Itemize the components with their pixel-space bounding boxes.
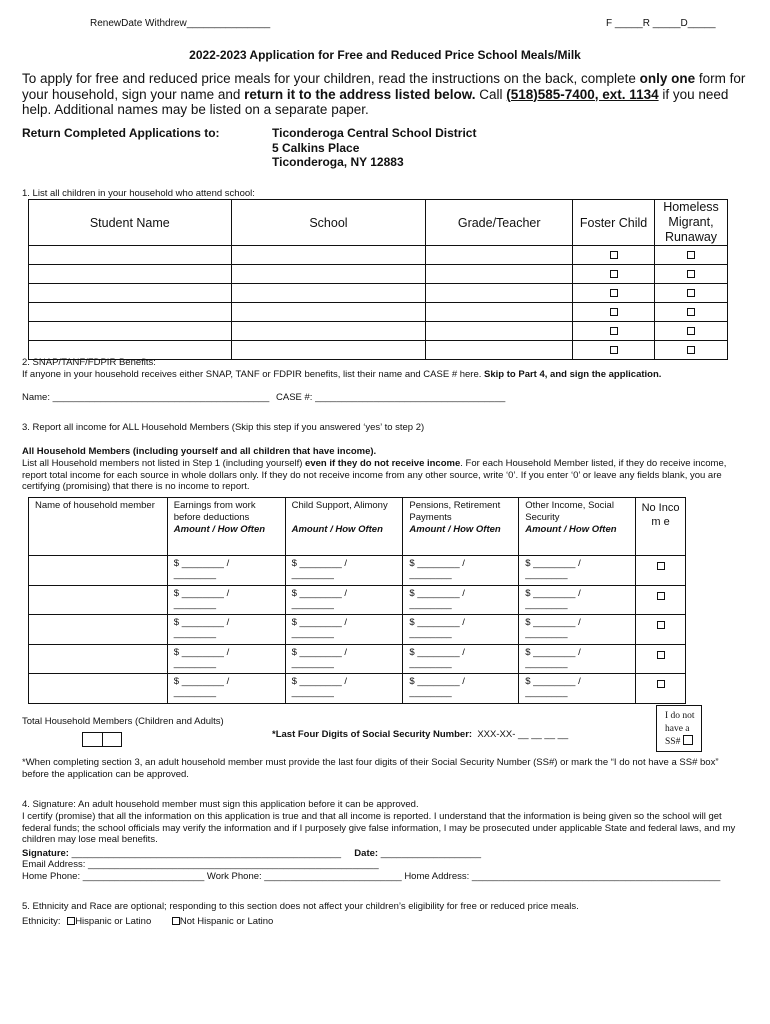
income-row bbox=[29, 556, 686, 586]
amount-cell[interactable]: $ ________ / ________ bbox=[519, 674, 636, 704]
no-ssn-checkbox[interactable] bbox=[683, 735, 693, 745]
member-name-cell[interactable] bbox=[29, 556, 168, 586]
snap-name-field[interactable]: Name: _________________________________________ bbox=[22, 392, 270, 403]
school-cell[interactable] bbox=[231, 265, 426, 284]
member-name-cell[interactable] bbox=[29, 674, 168, 704]
no-income-cell bbox=[636, 644, 686, 674]
amount-cell[interactable]: $ ________ / ________ bbox=[285, 615, 403, 645]
return-label: Return Completed Applications to: bbox=[22, 126, 220, 140]
child-row bbox=[29, 246, 728, 265]
school-cell[interactable] bbox=[231, 303, 426, 322]
student-name-cell[interactable] bbox=[29, 246, 232, 265]
email-field[interactable]: _______________________________________________________ bbox=[88, 859, 379, 870]
no-income-checkbox[interactable] bbox=[657, 680, 665, 688]
amount-cell[interactable]: $ ________ / ________ bbox=[285, 644, 403, 674]
no-income-checkbox[interactable] bbox=[657, 621, 665, 629]
col-school: School bbox=[231, 200, 426, 246]
student-name-cell[interactable] bbox=[29, 303, 232, 322]
no-ssn-box: I do not have a SS# bbox=[656, 705, 702, 752]
homeless-checkbox[interactable] bbox=[687, 289, 695, 297]
foster-cell bbox=[573, 246, 655, 265]
member-name-cell[interactable] bbox=[29, 644, 168, 674]
step3-bold-heading: All Household Members (including yourself and all children that have income). bbox=[22, 446, 377, 457]
amount-cell[interactable]: $ ________ / ________ bbox=[167, 674, 285, 704]
amount-cell[interactable]: $ ________ / ________ bbox=[403, 585, 519, 615]
foster-checkbox[interactable] bbox=[610, 308, 618, 316]
no-income-checkbox[interactable] bbox=[657, 562, 665, 570]
col-foster-child: Foster Child bbox=[573, 200, 655, 246]
grade-teacher-cell[interactable] bbox=[426, 303, 573, 322]
grade-teacher-cell[interactable] bbox=[426, 322, 573, 341]
amount-cell[interactable]: $ ________ / ________ bbox=[403, 556, 519, 586]
step3-instructions: List all Household members not listed in Step 1 (including yourself) even if they do not receive income. For each Household Member listed, if they do receive income, report total income for each source in whole dollars only. If they do not receive income from any other source, write ‘0’. If you enter ‘0’ or leave any fields blank, you are certifying (promising) that there is no income to report. bbox=[22, 458, 727, 492]
foster-checkbox[interactable] bbox=[610, 289, 618, 297]
student-name-cell[interactable] bbox=[29, 284, 232, 303]
foster-checkbox[interactable] bbox=[610, 346, 618, 354]
school-cell[interactable] bbox=[231, 246, 426, 265]
col-other-income: Other Income, Social Security Amount / How Often bbox=[519, 498, 636, 556]
amount-cell[interactable]: $ ________ / ________ bbox=[519, 556, 636, 586]
col-pensions: Pensions, Retirement Payments Amount / How Often bbox=[403, 498, 519, 556]
intro-paragraph: To apply for free and reduced price meals for your children, read the instructions on the back, complete only one form for your household, sign your name and return it to the address listed below. Call (518)585-7400, ext. 1134 if you need help. Additional names may be listed on a separate paper. bbox=[22, 71, 746, 117]
foster-checkbox[interactable] bbox=[610, 251, 618, 259]
col-household-member: Name of household member bbox=[29, 498, 168, 556]
ssn-note: *When completing section 3, an adult household member must provide the last four digits of their Social Security Number (SS#) or mark the “I do not have a SS# box” before the application can be approved. bbox=[22, 757, 719, 780]
work-phone-field[interactable]: __________________________ bbox=[264, 871, 402, 882]
income-row bbox=[29, 615, 686, 645]
email-row: Email Address: _______________________________________________________ bbox=[22, 859, 379, 870]
phone-link[interactable]: (518)585-7400, ext. 1134 bbox=[506, 86, 659, 102]
amount-cell[interactable]: $ ________ / ________ bbox=[519, 585, 636, 615]
no-income-cell bbox=[636, 674, 686, 704]
child-row bbox=[29, 284, 728, 303]
children-table bbox=[28, 199, 728, 360]
income-row bbox=[29, 585, 686, 615]
step2-text: If anyone in your household receives either SNAP, TANF or FDPIR benefits, list their name and CASE # here. Skip to Part 4, and sign the application. bbox=[22, 369, 662, 380]
step2-heading: 2. SNAP/TANF/FDPIR Benefits: bbox=[22, 357, 156, 368]
foster-cell bbox=[573, 265, 655, 284]
no-income-cell bbox=[636, 556, 686, 586]
member-name-cell[interactable] bbox=[29, 585, 168, 615]
ethnicity-row: Ethnicity: Hispanic or Latino Not Hispanic or Latino bbox=[22, 916, 274, 927]
amount-cell[interactable]: $ ________ / ________ bbox=[167, 644, 285, 674]
foster-cell bbox=[573, 303, 655, 322]
homeless-cell bbox=[655, 341, 728, 360]
col-homeless: Homeless Migrant, Runaway bbox=[655, 200, 728, 246]
step1-heading: 1. List all children in your household who attend school: bbox=[22, 188, 255, 199]
no-income-cell bbox=[636, 615, 686, 645]
no-income-checkbox[interactable] bbox=[657, 592, 665, 600]
income-row bbox=[29, 644, 686, 674]
school-cell[interactable] bbox=[231, 341, 426, 360]
no-income-cell bbox=[636, 585, 686, 615]
school-cell[interactable] bbox=[231, 284, 426, 303]
amount-cell[interactable]: $ ________ / ________ bbox=[519, 644, 636, 674]
amount-cell[interactable]: $ ________ / ________ bbox=[167, 556, 285, 586]
homeless-cell bbox=[655, 265, 728, 284]
homeless-checkbox[interactable] bbox=[687, 270, 695, 278]
child-row bbox=[29, 265, 728, 284]
homeless-cell bbox=[655, 246, 728, 265]
amount-cell[interactable]: $ ________ / ________ bbox=[167, 585, 285, 615]
foster-cell bbox=[573, 284, 655, 303]
student-name-cell[interactable] bbox=[29, 322, 232, 341]
grade-teacher-cell[interactable] bbox=[426, 246, 573, 265]
school-cell[interactable] bbox=[231, 322, 426, 341]
col-child-support: Child Support, Alimony Amount / How Often bbox=[285, 498, 403, 556]
amount-cell[interactable]: $ ________ / ________ bbox=[167, 615, 285, 645]
amount-cell[interactable]: $ ________ / ________ bbox=[403, 644, 519, 674]
home-address-field[interactable]: _______________________________________________ bbox=[471, 871, 721, 882]
amount-cell[interactable]: $ ________ / ________ bbox=[519, 615, 636, 645]
step5-heading: 5. Ethnicity and Race are optional; responding to this section does not affect your children’s eligibility for free or reduced price meals. bbox=[22, 901, 579, 912]
total-members-label: Total Household Members (Children and Adults) bbox=[22, 716, 224, 727]
step3-heading: 3. Report all income for ALL Household Members (Skip this step if you answered ‘yes’ to step 2) bbox=[22, 422, 425, 433]
col-earnings: Earnings from work before deductions Amount / How Often bbox=[167, 498, 285, 556]
ssn-field[interactable]: *Last Four Digits of Social Security Number: XXX-XX- __ __ __ __ bbox=[272, 729, 569, 740]
page-title: 2022-2023 Application for Free and Reduced Price School Meals/Milk bbox=[189, 48, 581, 62]
foster-checkbox[interactable] bbox=[610, 327, 618, 335]
amount-cell[interactable]: $ ________ / ________ bbox=[403, 615, 519, 645]
homeless-cell bbox=[655, 284, 728, 303]
signature-field[interactable]: ___________________________________________________ bbox=[71, 848, 342, 859]
foster-cell bbox=[573, 341, 655, 360]
grade-teacher-cell[interactable] bbox=[426, 265, 573, 284]
col-no-income: No Incom e bbox=[636, 498, 686, 556]
member-name-cell[interactable] bbox=[29, 615, 168, 645]
return-address: Ticonderoga Central School District 5 Calkins Place Ticonderoga, NY 12883 bbox=[272, 126, 477, 169]
student-name-cell[interactable] bbox=[29, 265, 232, 284]
col-student-name: Student Name bbox=[29, 200, 232, 246]
phone-row: Home Phone: _______________________ Work Phone: __________________________ Home Address: _______________________________________________ bbox=[22, 871, 721, 882]
homeless-checkbox[interactable] bbox=[687, 346, 695, 354]
office-use-frd: F _____R _____D_____ bbox=[606, 18, 716, 29]
step4-heading: 4. Signature: An adult household member must sign this application before it can be approved. bbox=[22, 799, 419, 810]
amount-cell[interactable]: $ ________ / ________ bbox=[285, 585, 403, 615]
child-row bbox=[29, 303, 728, 322]
not-hispanic-checkbox[interactable] bbox=[172, 917, 180, 925]
step4-certification: I certify (promise) that all the information on this application is true and that all income is reported. I understand that the information is being given so the school will get federal funds; the school officials may verify the information and if I purposely give false information, I may be prosecuted under applicable State and federal laws, and my children may lose meal benefits. bbox=[22, 811, 736, 845]
no-income-checkbox[interactable] bbox=[657, 651, 665, 659]
total-members-input[interactable] bbox=[82, 732, 122, 747]
income-row bbox=[29, 674, 686, 704]
foster-cell bbox=[573, 322, 655, 341]
snap-case-field[interactable]: CASE #: ____________________________________ bbox=[276, 392, 506, 403]
date-field[interactable]: ___________________ bbox=[380, 848, 482, 859]
homeless-cell bbox=[655, 303, 728, 322]
income-table bbox=[28, 497, 686, 704]
amount-cell[interactable]: $ ________ / ________ bbox=[285, 674, 403, 704]
grade-teacher-cell[interactable] bbox=[426, 284, 573, 303]
grade-teacher-cell[interactable] bbox=[426, 341, 573, 360]
homeless-checkbox[interactable] bbox=[687, 251, 695, 259]
child-row bbox=[29, 322, 728, 341]
signature-row: Signature: ___________________________________________________ Date: ___________________ bbox=[22, 848, 482, 859]
amount-cell[interactable]: $ ________ / ________ bbox=[403, 674, 519, 704]
col-grade-teacher: Grade/Teacher bbox=[426, 200, 573, 246]
homeless-checkbox[interactable] bbox=[687, 327, 695, 335]
homeless-checkbox[interactable] bbox=[687, 308, 695, 316]
hispanic-checkbox[interactable] bbox=[67, 917, 75, 925]
homeless-cell bbox=[655, 322, 728, 341]
foster-checkbox[interactable] bbox=[610, 270, 618, 278]
home-phone-field[interactable]: _______________________ bbox=[82, 871, 205, 882]
office-use-renew: RenewDate Withdrew_______________ bbox=[90, 18, 271, 29]
amount-cell[interactable]: $ ________ / ________ bbox=[285, 556, 403, 586]
